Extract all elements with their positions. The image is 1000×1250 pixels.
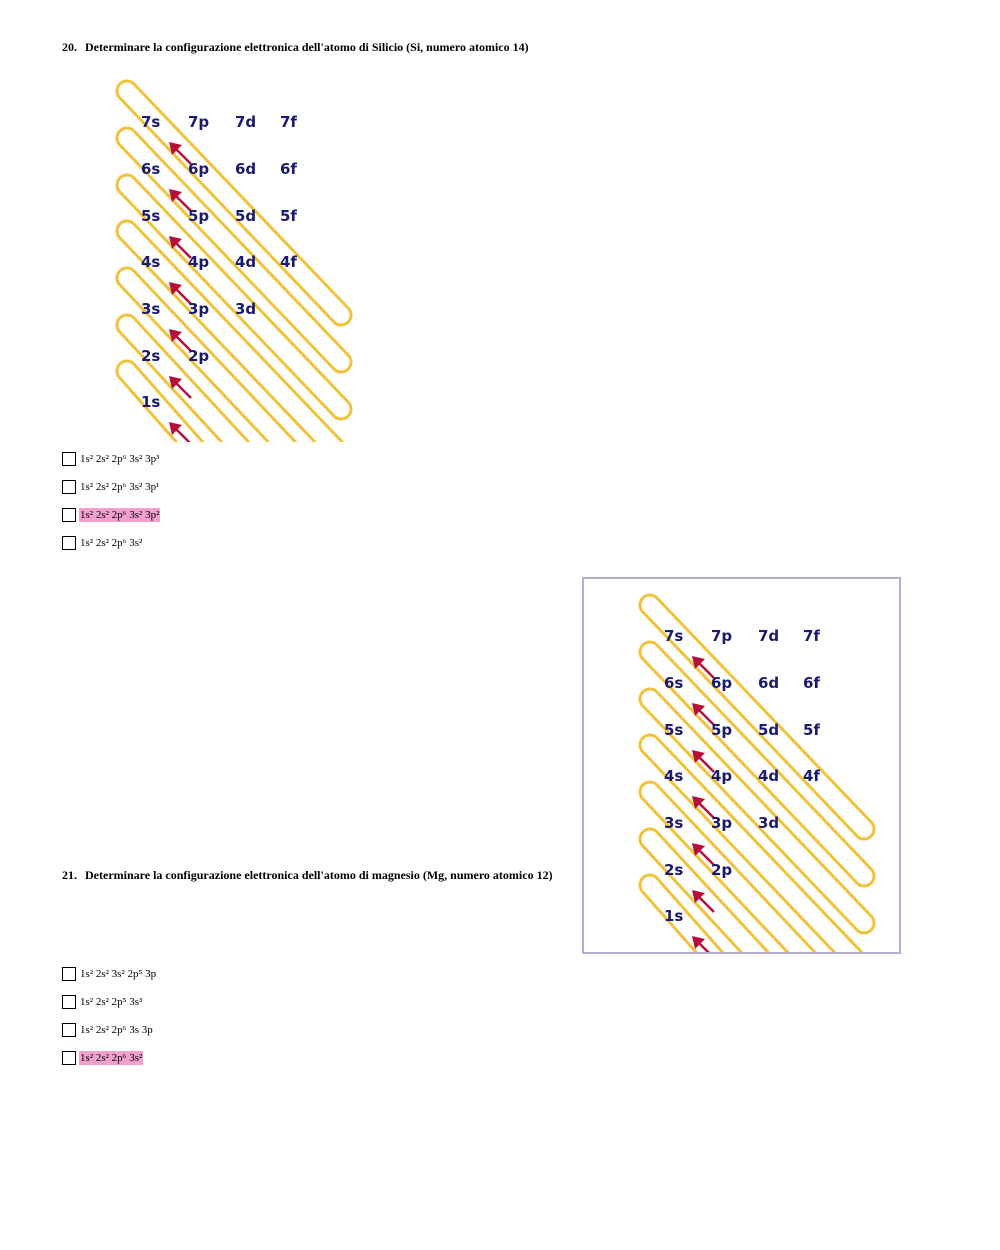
orbital-label: 5f [803,721,820,739]
orbital-label: 5d [758,721,780,739]
question-text: Determinare la configurazione elettronica dell'atomo di Silicio (Si, numero atomico 14) [85,40,529,54]
orbital-label: 3p [711,814,733,832]
orbital-label: 6p [711,674,733,692]
answer-option-text: 1s² 2s² 2p⁶ 3s 3p [80,1024,153,1036]
orbital-label: 5d [235,207,257,225]
answer-option-text-highlighted: 1s² 2s² 2p⁶ 3s² 3p² [80,509,160,521]
orbital-label: 6f [803,674,820,692]
question-text: Determinare la configurazione elettronica dell'atomo di magnesio (Mg, numero atomico 12) [85,868,553,882]
answer-option[interactable] [62,994,143,1010]
question-number: 21. [62,868,77,882]
orbital-label: 3d [235,300,257,318]
orbital-label: 4f [803,767,820,785]
orbital-label: 4f [280,253,297,271]
diagonal-loop [117,361,210,442]
aufbau-diagram-svg [584,579,899,952]
orbital-label: 3s [141,300,161,318]
diagonal-loop [640,829,780,952]
orbital-label: 4p [711,767,733,785]
answer-option[interactable] [62,1022,154,1038]
aufbau-diagram [62,60,362,442]
orbital-label: 7s [141,113,161,131]
orbital-label: 7p [711,627,733,645]
answer-checkbox[interactable] [62,452,76,466]
orbital-label: 1s [141,393,161,411]
orbital-label: 2s [664,861,684,879]
orbital-label: 7f [803,627,820,645]
orbital-label: 3s [664,814,684,832]
orbital-label: 7p [188,113,210,131]
orbital-label: 2s [141,347,161,365]
aufbau-diagram-framed [582,577,901,954]
answer-checkbox[interactable] [62,508,76,522]
answer-checkbox[interactable] [62,1051,76,1065]
answer-option-selected[interactable] [62,1050,143,1066]
orbital-label: 7d [235,113,257,131]
diagonal-loop [640,875,733,952]
orbital-label: 6d [758,674,780,692]
orbital-label: 1s [664,907,684,925]
aufbau-diagram-svg [62,60,362,442]
orbital-label: 4s [141,253,161,271]
orbital-label: 4p [188,253,210,271]
orbital-label: 3d [758,814,780,832]
answer-option-text: 1s² 2s² 2p⁶ 3s² 3p³ [80,453,160,465]
orbital-label: 5s [141,207,161,225]
orbital-label: 7s [664,627,684,645]
orbital-label: 4s [664,767,684,785]
answer-checkbox[interactable] [62,1023,76,1037]
answer-option-text: 1s² 2s² 2p⁵ 3s³ [80,996,143,1008]
answer-option[interactable] [62,966,157,982]
orbital-label: 6d [235,160,257,178]
orbital-label: 6p [188,160,210,178]
question-20-title [62,40,529,55]
orbital-label: 3p [188,300,210,318]
answer-option-text: 1s² 2s² 2p⁶ 3s² 3p¹ [80,481,160,493]
orbital-label: 6s [664,674,684,692]
arrow-icon [169,376,191,398]
orbital-label: 7d [758,627,780,645]
orbital-label: 5f [280,207,297,225]
answer-checkbox[interactable] [62,995,76,1009]
answer-option[interactable] [62,535,143,551]
answer-checkbox[interactable] [62,967,76,981]
orbital-label: 5s [664,721,684,739]
answer-checkbox[interactable] [62,536,76,550]
orbital-label: 2p [188,347,210,365]
orbital-label: 4d [235,253,257,271]
orbital-label: 5p [188,207,210,225]
answer-option-text-highlighted: 1s² 2s² 2p⁶ 3s² [80,1052,143,1064]
orbital-label: 5p [711,721,733,739]
question-21-title [62,868,553,883]
answer-option[interactable] [62,479,160,495]
orbital-label: 6s [141,160,161,178]
answer-option-text: 1s² 2s² 3s² 2p⁵ 3p [80,968,157,980]
orbital-label: 4d [758,767,780,785]
question-number: 20. [62,40,77,54]
orbital-label: 7f [280,113,297,131]
arrow-icon [692,890,714,912]
answer-option-text: 1s² 2s² 2p⁶ 3s² [80,537,143,549]
orbital-label: 6f [280,160,297,178]
answer-checkbox[interactable] [62,480,76,494]
answer-option[interactable] [62,451,160,467]
answer-option-selected[interactable] [62,507,160,523]
orbital-label: 2p [711,861,733,879]
